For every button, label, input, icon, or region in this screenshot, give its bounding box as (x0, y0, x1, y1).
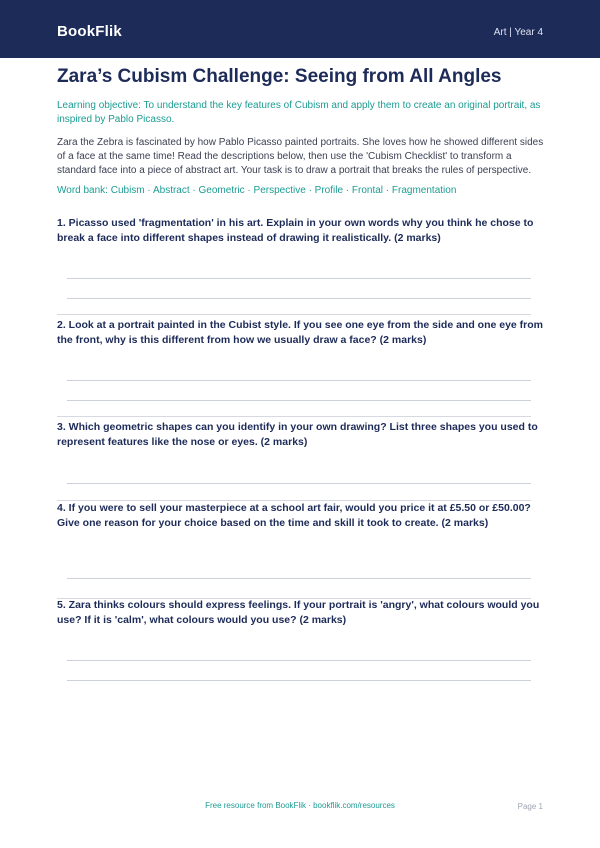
header-bar (0, 0, 600, 58)
question-divider (57, 314, 531, 315)
learning-objective: Learning objective: To understand the key features of Cubism and apply them to create an original portrait, as inspired by Pablo Picasso. (57, 100, 541, 125)
question-2: 2. Look at a portrait painted in the Cubist style. If you see one eye from the side and one eye from the front, why is this different from how we usually draw a face? (2 marks) (57, 319, 544, 346)
word-bank: Word bank: Cubism · Abstract · Geometric · Perspective · Profile · Frontal · Fragmentation (57, 185, 457, 196)
answer-line[interactable] (67, 483, 531, 484)
worksheet-title: Zara’s Cubism Challenge: Seeing from All Angles (57, 66, 502, 87)
answer-line[interactable] (67, 380, 531, 381)
question-3: 3. Which geometric shapes can you identify in your own drawing? List three shapes you used to represent features like the nose or eyes. (2 marks) (57, 421, 538, 448)
question-5: 5. Zara thinks colours should express feelings. If your portrait is 'angry', what colours would you use? If it is 'calm', what colours would you use? (2 marks) (57, 599, 540, 626)
question-1: 1. Picasso used 'fragmentation' in his art. Explain in your own words why you think he chose to break a face into different shapes instead of drawing it realistically. (2 marks) (57, 217, 534, 244)
question-divider (57, 416, 531, 417)
answer-line[interactable] (67, 680, 531, 681)
subject-label: Art | Year 4 (493, 27, 543, 38)
question-4: 4. If you were to sell your masterpiece at a school art fair, would you price it at £5.50 or £50.00? Give one reason for your choice based on the time and skill it took to create. (2 marks) (57, 502, 531, 529)
footer-source[interactable]: Free resource from BookFlik · bookflik.com/resources (205, 801, 395, 810)
answer-line[interactable] (67, 400, 531, 401)
intro-text: Zara the Zebra is fascinated by how Pablo Picasso painted portraits. She loves how he showed different sides of a face at the same time! Read the descriptions below, then use the 'Cubism Checklist' to transform a standard face into a piece of abstract art. Your task is to draw a portrait that breaks the rules of perspective. (57, 137, 544, 176)
answer-line[interactable] (67, 660, 531, 661)
answer-line[interactable] (67, 278, 531, 279)
brand-logo[interactable]: BookFlik (57, 23, 122, 40)
answer-line[interactable] (67, 298, 531, 299)
answer-line[interactable] (67, 578, 531, 579)
page-number: Page 1 (517, 802, 543, 811)
